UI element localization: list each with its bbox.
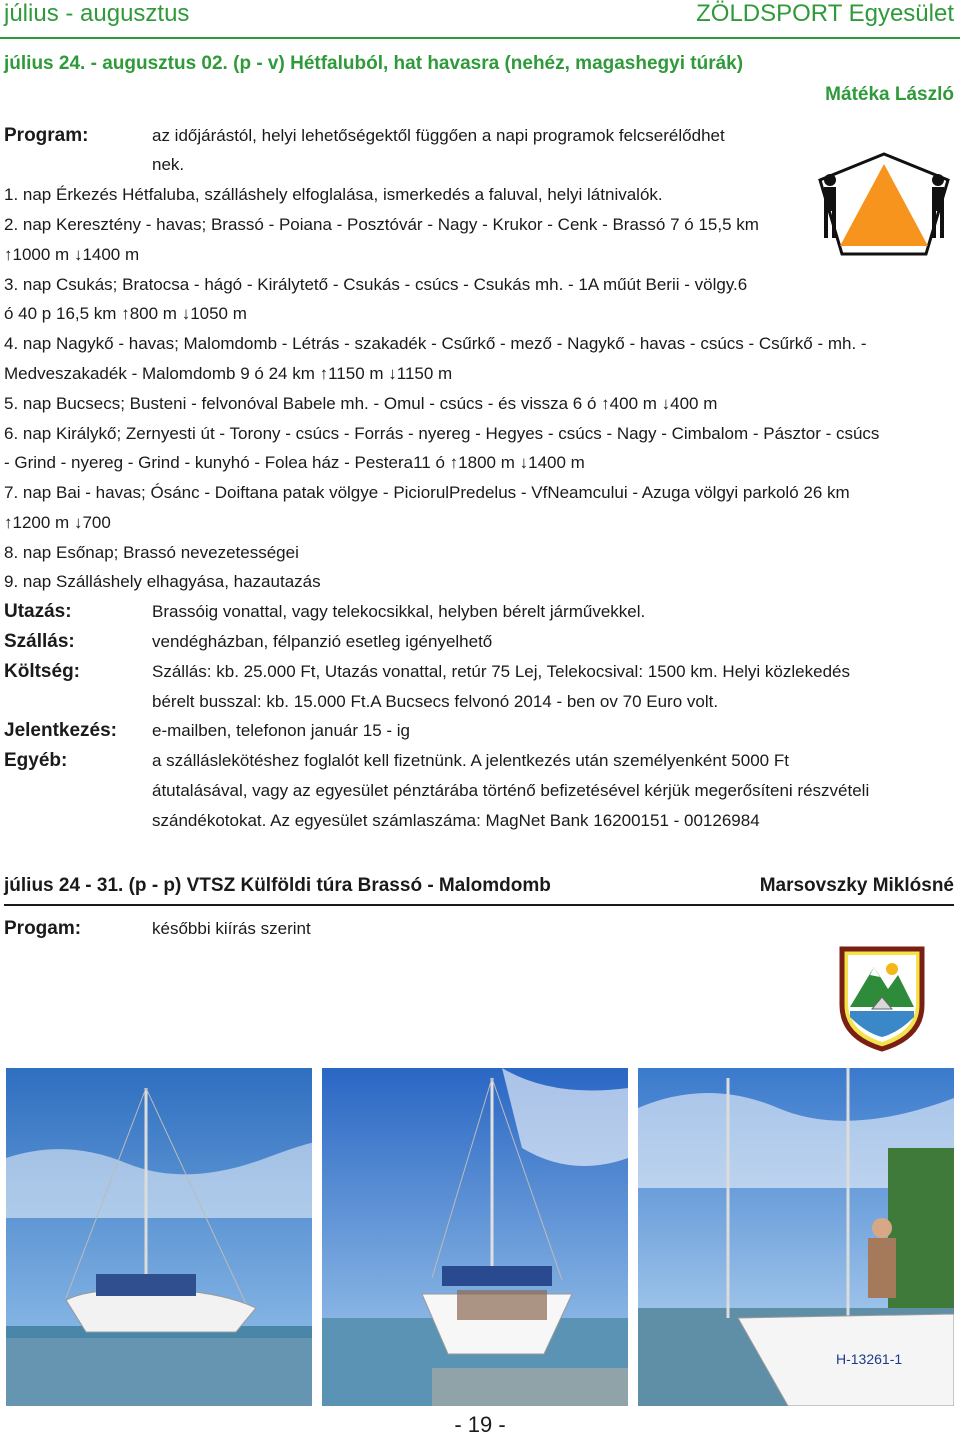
page-number: - 19 -: [454, 1412, 506, 1437]
arrow-down-icon: ↓: [661, 394, 671, 413]
arrow-down-icon: ↓: [388, 364, 397, 383]
sailboat-photo-3: [638, 1068, 954, 1406]
day-6-cont: - Grind - nyereg - Grind - kunyhó - Folea ház - Pestera11 ó ↑1800 m ↓1400 m: [4, 453, 585, 472]
day-4-cont: Medveszakadék - Malomdomb 9 ó 24 km ↑1150 m ↓1150 m: [4, 364, 453, 383]
arrow-down-icon: ↓: [519, 453, 529, 472]
cost-label: Költség:: [4, 661, 80, 682]
hiking-logo-icon: [812, 150, 956, 258]
day-6: 6. nap Királykő; Zernyesti út - Torony - csúcs - Forrás - nyereg - Hegyes - csúcs - Nagy - Cimbalom - Pásztor - csúcs: [4, 424, 880, 443]
day-5: 5. nap Bucsecs; Busteni - felvonóval Babele mh. - Omul - csúcs - és vissza 6 ó ↑400 m ↓400 m: [4, 394, 718, 413]
event1-program-label: Program:: [4, 125, 89, 146]
event1-title: július 24. - augusztus 02. (p - v) Hétfaluból, hat havasra (nehéz, magashegyi túrák): [4, 53, 744, 74]
lodging-value: vendégházban, félpanzió esetleg igényelhető: [152, 632, 493, 651]
arrow-up-icon: ↑: [601, 394, 610, 413]
arrow-up-icon: ↑: [121, 304, 130, 323]
arrow-down-icon: ↓: [181, 304, 191, 323]
sailboat-photo-1: [6, 1068, 312, 1406]
event1-program-line1: az időjárástól, helyi lehetőségektől függően a napi programok felcserélődhet: [152, 126, 725, 145]
arrow-up-icon: ↑: [449, 453, 459, 472]
cost-line1: Szállás: kb. 25.000 Ft, Utazás vonattal, retúr 75 Lej, Telekocsival: 1500 km. Helyi közlekedés: [152, 662, 850, 681]
day-2-elevation: ↑1000 m ↓1400 m: [4, 245, 140, 264]
arrow-up-icon: ↑: [4, 513, 13, 532]
header-club-name: ZÖLDSPORT Egyesület: [696, 0, 954, 27]
photo-strip: [6, 1068, 954, 1406]
event2-divider: [4, 904, 954, 906]
arrow-down-icon: ↓: [73, 513, 83, 532]
other-label: Egyéb:: [4, 750, 68, 771]
header-divider: [0, 37, 960, 39]
day-3-elevation: ó 40 p 16,5 km ↑800 m ↓1050 m: [4, 304, 247, 323]
boat-registration-text: H-13261-1: [836, 1351, 903, 1367]
travel-label: Utazás:: [4, 601, 72, 622]
day-1: 1. nap Érkezés Hétfaluba, szálláshely elfoglalása, ismerkedés a faluval, helyi látnivalók.: [4, 185, 663, 204]
cost-line2: bérelt busszal: kb. 15.000 Ft.A Bucsecs felvonó 2014 - ben ov 70 Euro volt.: [152, 692, 719, 711]
day-9: 9. nap Szálláshely elhagyása, hazautazás: [4, 572, 321, 591]
day-3: 3. nap Csukás; Bratocsa - hágó - Királytető - Csukás - csúcs - Csukás mh. - 1A műút Berii - völgy.6: [4, 275, 748, 294]
arrow-up-icon: ↑: [4, 245, 13, 264]
sailboat-photo-2: [322, 1068, 628, 1406]
event2-leader: Marsovszky Miklósné: [759, 875, 954, 896]
day-8: 8. nap Esőnap; Brassó nevezetességei: [4, 543, 299, 562]
day-7: 7. nap Bai - havas; Ósánc - Doiftana patak völgye - PiciorulPredelus - VfNeamcului - Azuga völgyi parkoló 26 km: [4, 483, 850, 502]
other-line1: a szálláslekötéshez foglalót kell fizetnünk. A jelentkezés után személyenként 5000 Ft: [152, 751, 789, 770]
day-2: 2. nap Keresztény - havas; Brassó - Poiana - Posztóvár - Nagy - Krukor - Cenk - Brassó 7 ó 15,5 km: [4, 215, 759, 234]
event2-title: július 24 - 31. (p - p) VTSZ Külföldi túra Brassó - Malomdomb: [4, 875, 551, 896]
lodging-label: Szállás:: [4, 631, 75, 652]
other-line3: szándékotokat. Az egyesület számlaszáma: MagNet Bank 16200151 - 00126984: [152, 811, 760, 830]
day-4: 4. nap Nagykő - havas; Malomdomb - Létrás - szakadék - Csűrkő - mező - Nagykő - havas - csúcs - Csűrkő - mh. -: [4, 334, 867, 353]
apply-label: Jelentkezés:: [4, 720, 118, 741]
event2-program-value: későbbi kiírás szerint: [152, 919, 311, 938]
arrow-up-icon: ↑: [319, 364, 329, 383]
day-7-elevation: ↑1200 m ↓700: [4, 513, 111, 532]
arrow-down-icon: ↓: [73, 245, 83, 264]
page-header: [4, 0, 954, 34]
event1-leader: Mátéka László: [825, 84, 954, 105]
apply-value: e-mailben, telefonon január 15 - ig: [152, 721, 410, 740]
event1-program-line2: nek.: [152, 155, 185, 174]
travel-value: Brassóig vonattal, vagy telekocsikkal, helyben bérelt járművekkel.: [152, 602, 646, 621]
header-months: július - augusztus: [4, 0, 190, 27]
other-line2: átutalásával, vagy az egyesület pénztárába történő befizetésével kérjük megerősíteni részvételi: [152, 781, 870, 800]
school-shield-logo-icon: [836, 945, 928, 1053]
event2-program-label: Progam:: [4, 918, 82, 939]
